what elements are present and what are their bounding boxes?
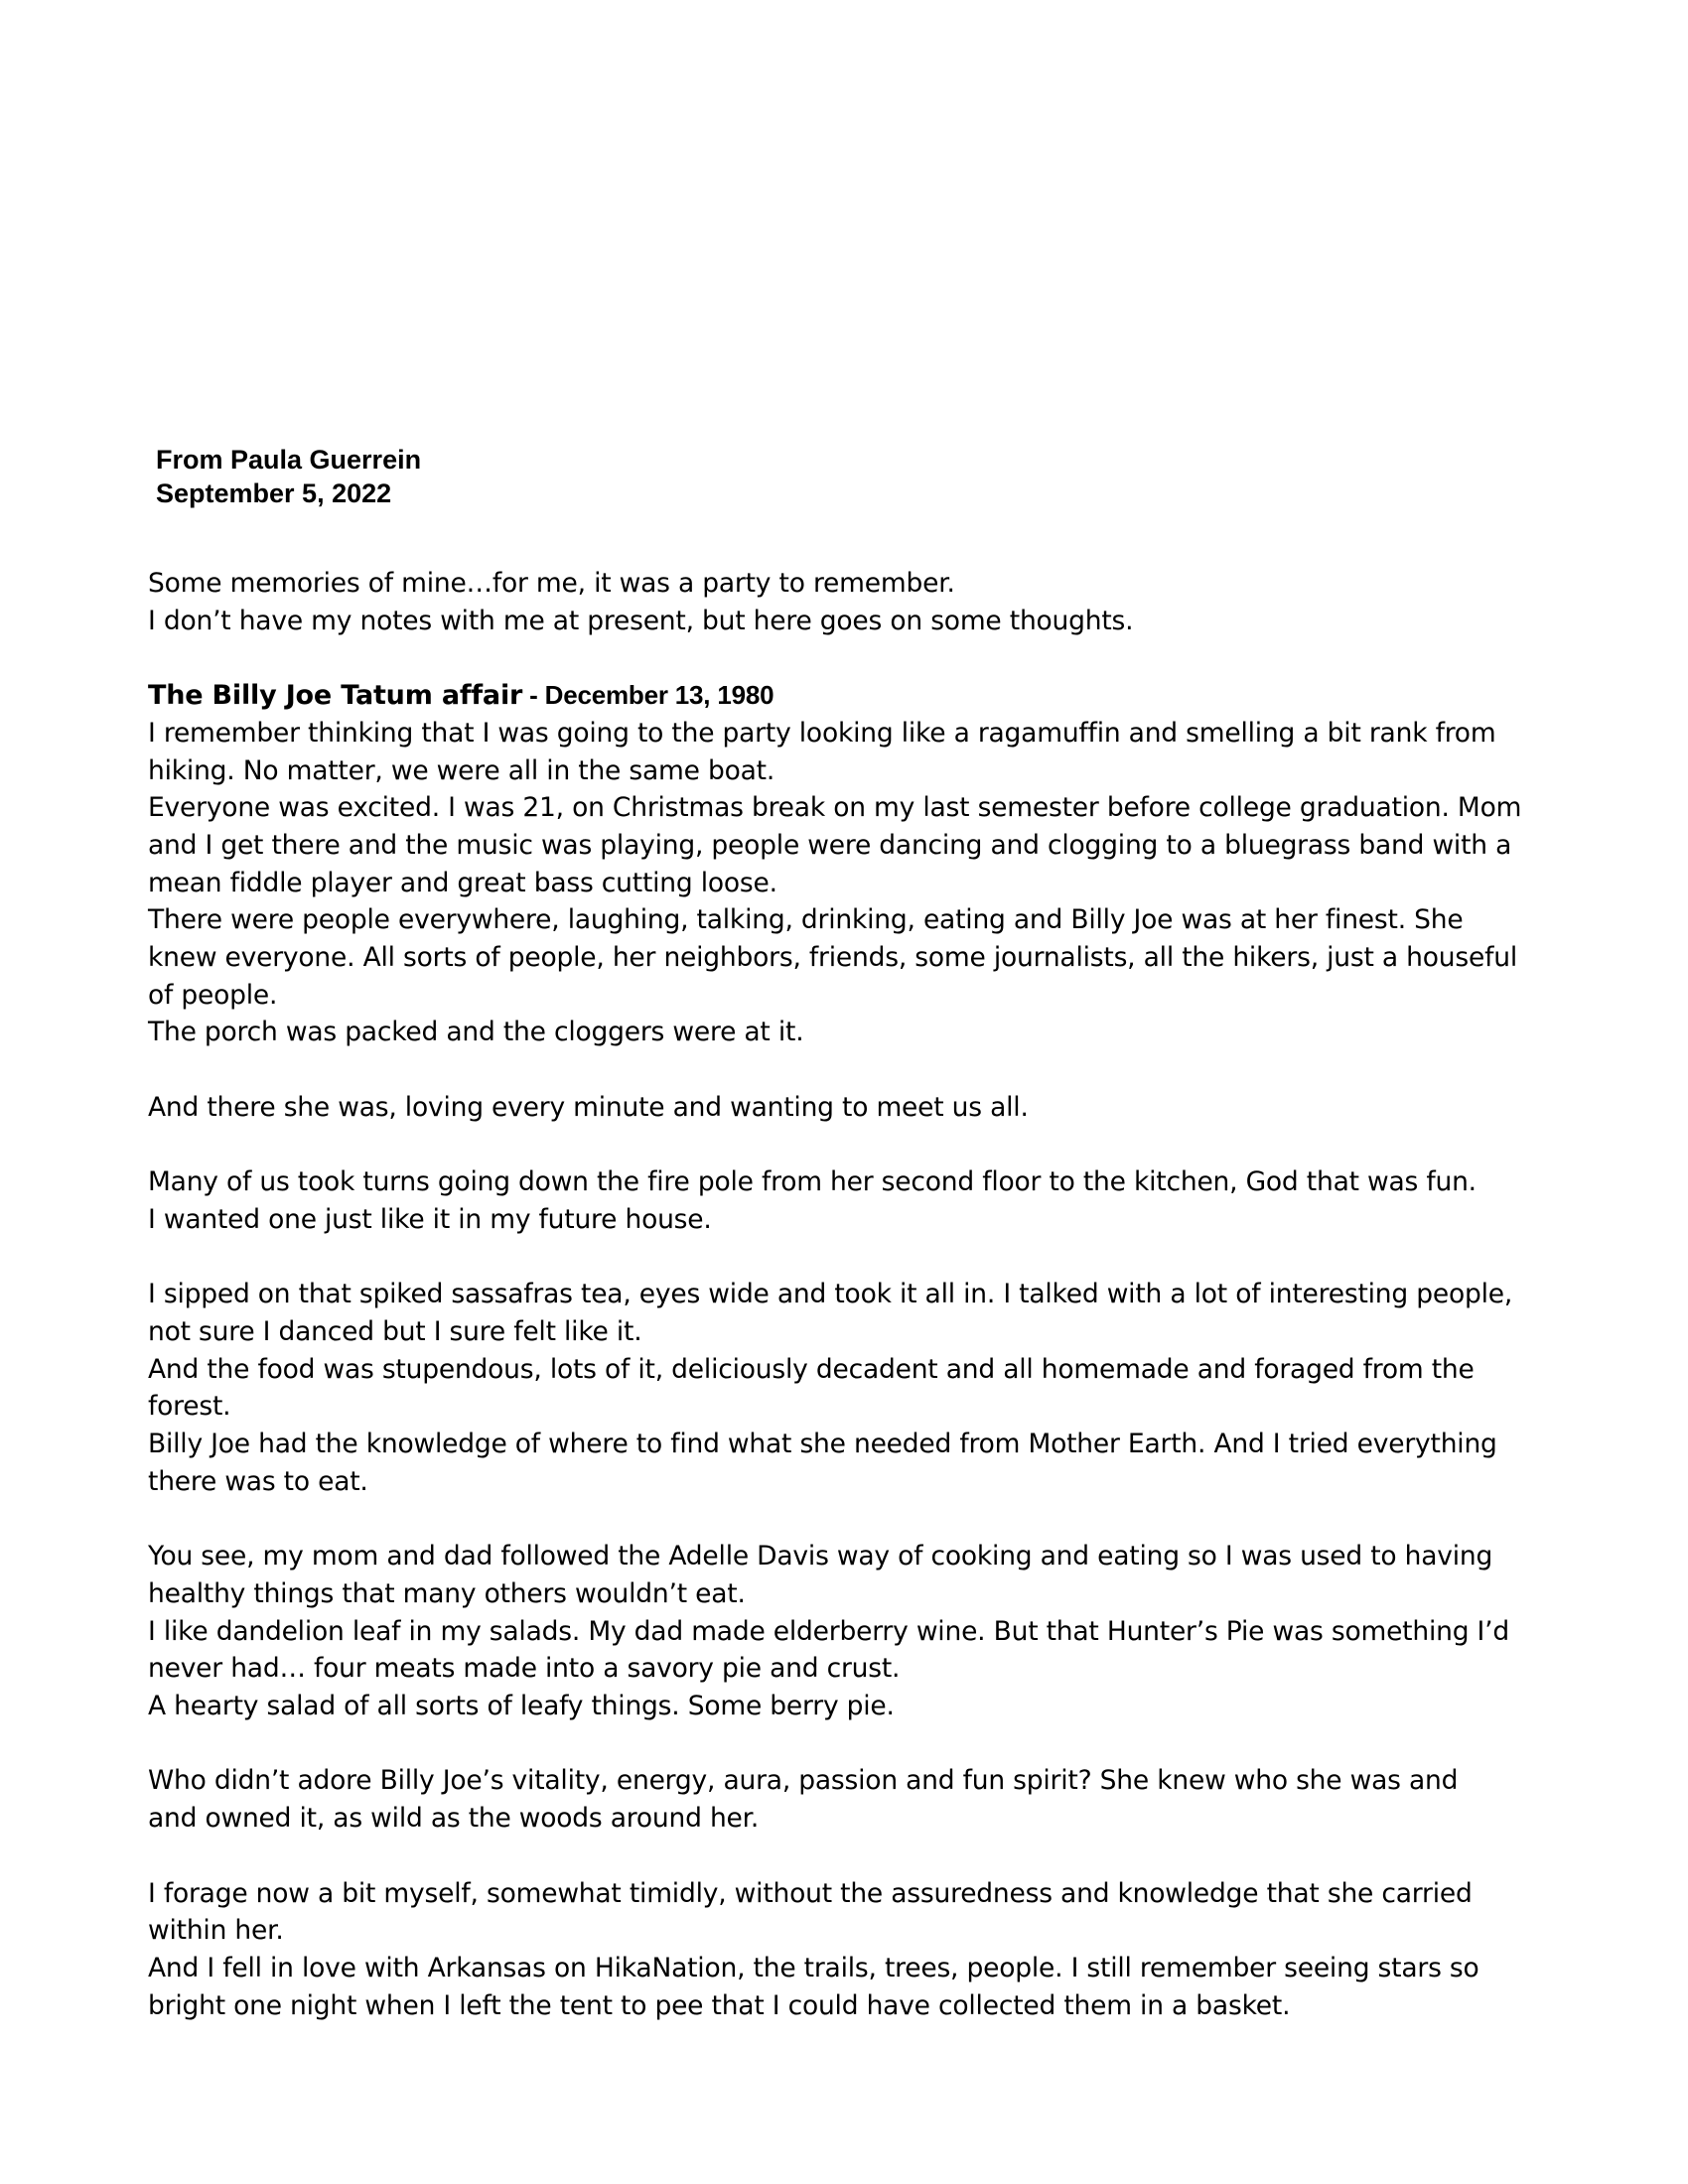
text-line: I like dandelion leaf in my salads. My dad made elderberry wine. But that Hunter’s Pie was something I’d (148, 1615, 1510, 1647)
section-date: - December 13, 1980 (522, 680, 774, 711)
text-line: hiking. No matter, we were all in the same boat. (148, 754, 775, 786)
text-line: of people. (148, 979, 278, 1011)
spacer (148, 639, 1538, 677)
text-line: knew everyone. All sorts of people, her neighbors, friends, some journalists, all the hikers, just a houseful (148, 942, 1517, 974)
letter-body (148, 565, 1538, 2024)
text-line: I remember thinking that I was going to the party looking like a ragamuffin and smelling a bit rank from (148, 717, 1496, 749)
text-line: A hearty salad of all sorts of leafy things. Some berry pie. (148, 1691, 895, 1722)
section-title: The Billy Joe Tatum affair (148, 680, 523, 712)
spacer (148, 1127, 1538, 1164)
text-line: And I fell in love with Arkansas on HikaNation, the trails, trees, people. I still remember seeing stars so (148, 1952, 1479, 1983)
text-line: Who didn’t adore Billy Joe’s vitality, energy, aura, passion and fun spirit? She knew who she was and (148, 1765, 1459, 1797)
letter-from: From Paula Guerrein (156, 445, 422, 475)
spacer (148, 1239, 1538, 1277)
text-line: Many of us took turns going down the fire pole from her second floor to the kitchen, God that was fun. (148, 1166, 1477, 1198)
text-line: I forage now a bit myself, somewhat timidly, without the assuredness and knowledge that she carried (148, 1877, 1473, 1909)
text-line: mean fiddle player and great bass cutting loose. (148, 867, 777, 898)
text-line: And there she was, loving every minute and wanting to meet us all. (148, 1091, 1029, 1123)
spacer (148, 1838, 1538, 1875)
text-line: and I get there and the music was playing, people were dancing and clogging to a bluegrass band with a (148, 829, 1512, 861)
text-line: The porch was packed and the cloggers were at it. (148, 1017, 804, 1048)
text-line: Everyone was excited. I was 21, on Christmas break on my last semester before college graduation. Mom (148, 792, 1522, 824)
text-line: and owned it, as wild as the woods around her. (148, 1803, 760, 1835)
letter-date: September 5, 2022 (156, 478, 392, 508)
text-line: within her. (148, 1915, 284, 1947)
section-heading (148, 677, 1538, 715)
text-line: forest. (148, 1391, 231, 1423)
spacer (148, 1501, 1538, 1539)
letter-header (156, 443, 421, 510)
text-line: never had… four meats made into a savory pie and crust. (148, 1653, 901, 1685)
text-line: bright one night when I left the tent to pee that I could have collected them in a basket. (148, 1989, 1291, 2021)
spacer (148, 1725, 1538, 1763)
text-line: there was to eat. (148, 1465, 368, 1497)
text-line: And the food was stupendous, lots of it, deliciously decadent and all homemade and foraged from the (148, 1353, 1475, 1385)
paragraphs (148, 715, 1538, 2025)
spacer (148, 1051, 1538, 1089)
text-line: You see, my mom and dad followed the Adelle Davis way of cooking and eating so I was used to having (148, 1541, 1493, 1572)
text-line: not sure I danced but I sure felt like it. (148, 1316, 642, 1347)
text-line: I sipped on that spiked sassafras tea, eyes wide and took it all in. I talked with a lot of interesting people, (148, 1279, 1513, 1310)
intro-line: I don’t have my notes with me at present, but here goes on some thoughts. (148, 605, 1134, 636)
text-line: Billy Joe had the knowledge of where to find what she needed from Mother Earth. And I tried everything (148, 1429, 1497, 1460)
intro-line: Some memories of mine…for me, it was a party to remember. (148, 568, 955, 599)
text-line: I wanted one just like it in my future house. (148, 1203, 712, 1235)
text-line: healthy things that many others wouldn’t eat. (148, 1577, 746, 1609)
text-line: There were people everywhere, laughing, talking, drinking, eating and Billy Joe was at her finest. She (148, 904, 1464, 936)
